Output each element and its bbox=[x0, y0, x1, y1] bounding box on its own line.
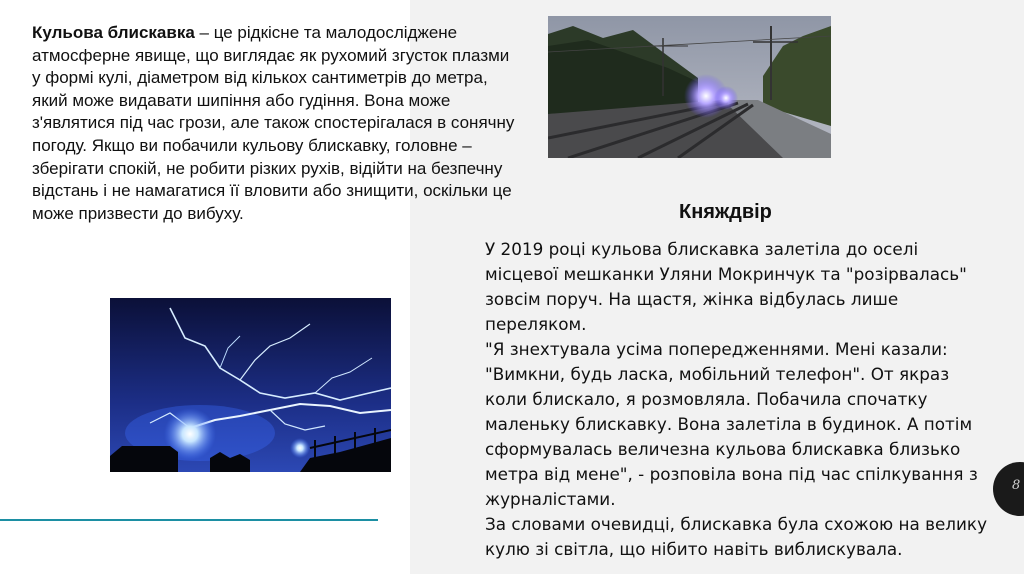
story-body bbox=[485, 237, 995, 562]
story-title: Княждвір bbox=[679, 201, 772, 223]
intro-paragraph bbox=[32, 22, 522, 225]
page-number: 8 bbox=[1012, 478, 1021, 493]
intro-term: Кульова блискавка bbox=[32, 23, 195, 42]
story-paragraph: За словами очевидці, блискавка була схожою на велику кулю зі світла, що нібито навіть виблискувала. bbox=[485, 514, 987, 559]
night-lightning-photo bbox=[110, 298, 391, 472]
accent-divider bbox=[0, 519, 378, 521]
intro-text: – це рідкісне та малодосліджене атмосферне явище, що виглядає як рухомий згусток плазми у формі кулі, діаметром від кількох сантиметрів до метра, який може видавати шипіння або гудіння. Вона може з'являтися під час грози, але також спостерігалася в сонячну погоду. Якщо ви побачили кульову блискавку, головне – зберігати спокій, не робити різких рухів, відійти на безпечну відстань і не намагатися її вловити або знищити, оскільки це може призвести до вибуху. bbox=[32, 23, 515, 223]
story-paragraph: "Я знехтувала усіма попередженнями. Мені казали: "Вимкни, будь ласка, мобільний телефон". От якраз коли блискало, я розмовляла. Побачила спочатку маленьку блискавку. Вона залетіла в будинок. А потім сформувалась величезна кульова блискавка близько метра від мене", - розповіла вона під час спілкування з журналістами. bbox=[485, 339, 978, 509]
story-paragraph: У 2019 році кульова блискавка залетіла до оселі місцевої мешканки Уляни Мокринчук та "розірвалась" зовсім поруч. На щастя, жінка відбулась лише переляком. bbox=[485, 239, 967, 334]
railway-ball-lightning-photo bbox=[548, 16, 831, 158]
